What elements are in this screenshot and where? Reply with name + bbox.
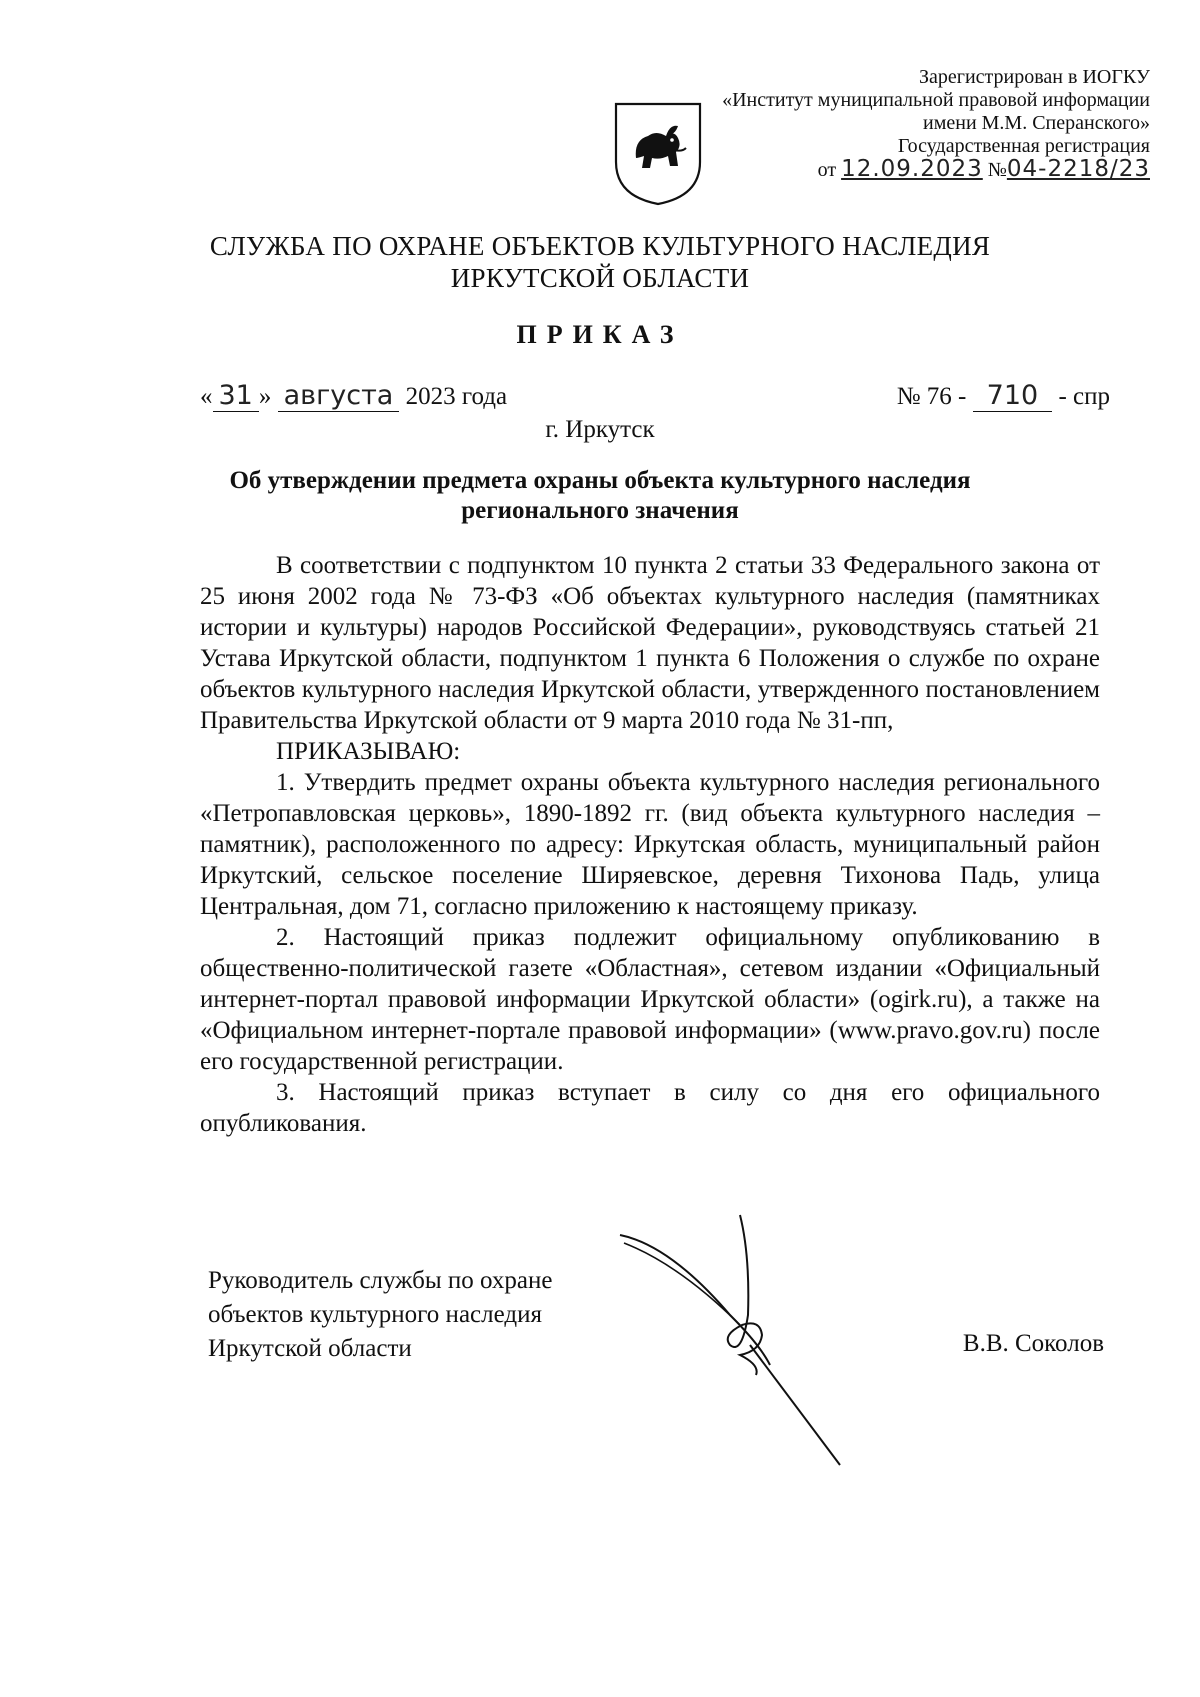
signer-position-line: объектов культурного наследия [208, 1301, 542, 1328]
quote-close: » [258, 383, 272, 410]
order-word: ПРИКАЗЫВАЮ: [276, 738, 461, 765]
title-line: регионального значения [461, 497, 739, 524]
document-type: ПРИКАЗ [516, 320, 684, 349]
registration-line: Государственная регистрация [897, 135, 1150, 157]
signer-position [208, 1264, 552, 1366]
order-number-prefix: № 76 - [896, 383, 967, 410]
order-item: 3. Настоящий приказ вступает в силу со дня его официального опубликования. [200, 1079, 1100, 1137]
order-number-suffix: - спр [1058, 383, 1110, 410]
registration-line: имени М.М. Сперанского» [923, 112, 1150, 134]
order-item: 1. Утвердить предмет охраны объекта культурного наследия регионального «Петропавловская церковь», 1890-1892 гг. (вид объекта культурного наследия – памятник), расположенного по адресу: Иркутская область, муниципальный район Иркутский, сельское поселение Ширяевское, деревня Тихонова Падь, улица Центральная, дом 71, согласно приложению к настоящему приказу. [200, 769, 1100, 920]
month-handwritten: августа [278, 380, 400, 412]
order-number-handwritten: 710 [973, 380, 1053, 412]
quote-open: « [200, 383, 213, 410]
order-item: 2. Настоящий приказ подлежит официальному опубликованию в общественно-политической газете «Областная», сетевом издании «Официальный интернет-портал правовой информации Иркутской области» (ogirk.ru), а также на «Официальном интернет-портале правовой информации» (www.pravo.gov.ru) после его государственной регистрации. [200, 924, 1100, 1075]
handwritten-signature [610, 1195, 910, 1475]
registration-date-handwritten: 12.09.2023 [841, 156, 983, 182]
order-date [200, 380, 507, 411]
registration-line: «Институт муниципальной правовой информации [722, 89, 1150, 111]
order-number [897, 380, 1110, 411]
signer-position-line: Руководитель службы по охране [208, 1267, 553, 1294]
title-line: Об утверждении предмета охраны объекта культурного наследия [229, 467, 971, 494]
year-text: 2023 года [405, 383, 508, 410]
day-handwritten: 31 [213, 380, 259, 412]
preamble-paragraph: В соответствии с подпунктом 10 пункта 2 статьи 33 Федерального закона от 25 июня 2002 года № 73-ФЗ «Об объектах культурного наследия (памятниках истории и культуры) народов Российской Федерации», руководствуясь статьей 21 Устава Иркутской области, подпунктом 1 пункта 6 Положения о службе по охране объектов культурного наследия Иркутской области, утвержденного постановлением Правительства Иркутской области от 9 марта 2010 года № 31-пп, [200, 552, 1100, 734]
registration-number-line [630, 158, 1150, 182]
registration-from-prefix: от [817, 159, 837, 181]
registration-stamp [630, 66, 1150, 182]
agency-name [0, 230, 1200, 294]
registration-number-handwritten: 04-2218/23 [1006, 156, 1150, 182]
city: г. Иркутск [545, 416, 655, 443]
registration-number-prefix: № [987, 159, 1007, 181]
signer-name: В.В. Соколов [962, 1330, 1104, 1357]
coat-of-arms-icon [612, 100, 704, 208]
document-body [200, 550, 1100, 1139]
agency-line: ИРКУТСКОЙ ОБЛАСТИ [450, 263, 750, 293]
registration-line: Зарегистрирован в ИОГКУ [919, 66, 1150, 88]
agency-line: СЛУЖБА ПО ОХРАНЕ ОБЪЕКТОВ КУЛЬТУРНОГО НАСЛЕДИЯ [209, 231, 991, 261]
signer-position-line: Иркутской области [208, 1335, 412, 1362]
document-title [0, 466, 1200, 526]
